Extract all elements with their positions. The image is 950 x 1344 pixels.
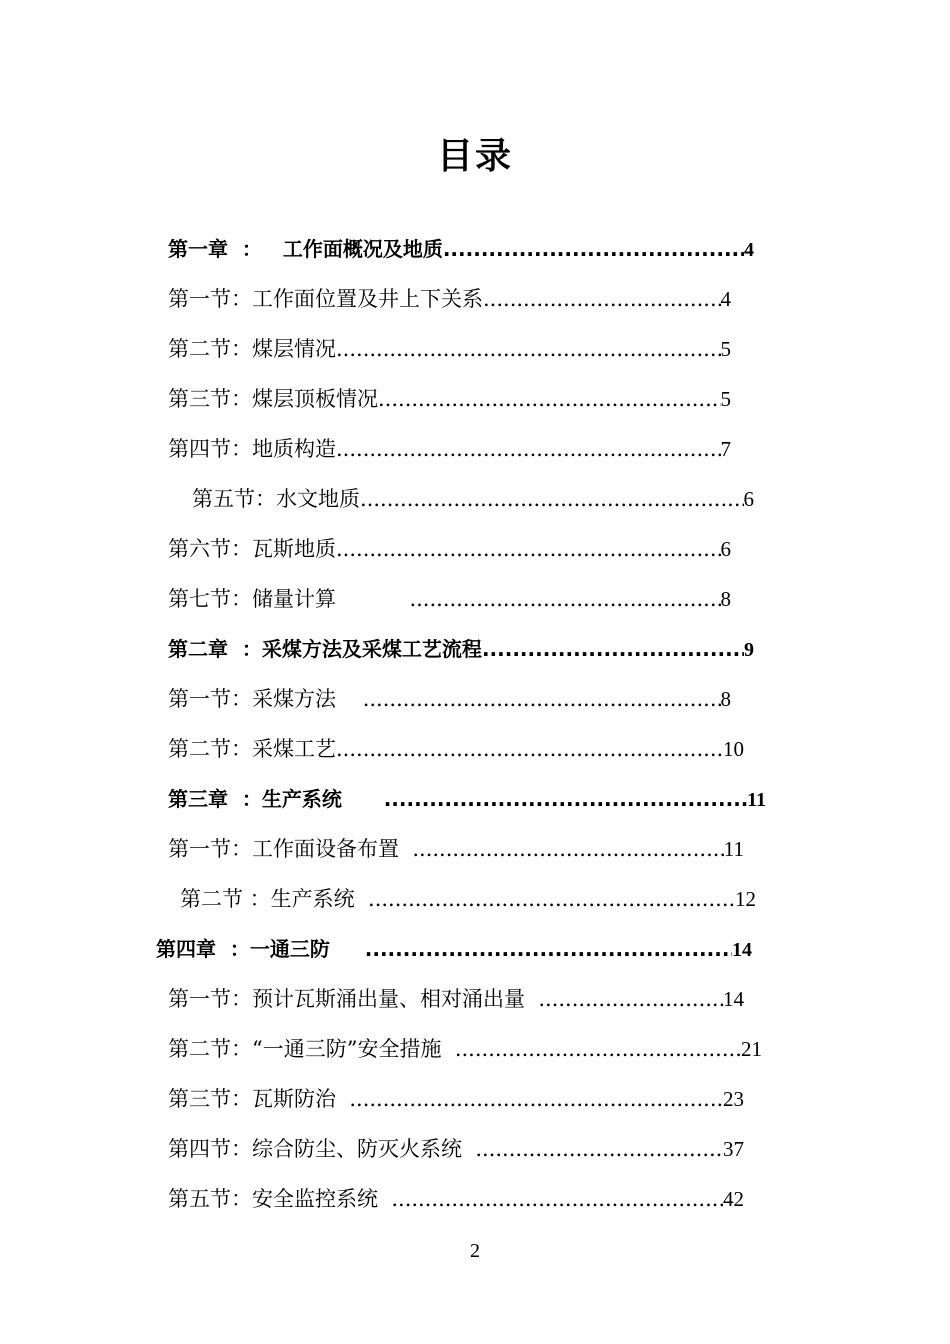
toc-entry-section <box>168 334 731 364</box>
toc-entry-label: 第五节：水文地质 <box>192 487 360 511</box>
toc-entry-label: 第二节：采煤工艺 <box>168 737 336 761</box>
toc-entry-page: 7 <box>720 437 731 461</box>
toc-entry-label: 第一章 ： 工作面概况及地质 <box>168 237 443 261</box>
toc-leader-dots <box>384 784 747 814</box>
toc-entry-label: 第三章 ：生产系统 <box>168 787 384 811</box>
toc-entry-page: 14 <box>732 939 752 961</box>
toc-entry-page: 5 <box>720 387 731 411</box>
toc-entry-chapter-3 <box>168 784 766 814</box>
toc-entry-page: 23 <box>723 1087 744 1111</box>
toc-entry-page: 12 <box>735 887 756 911</box>
toc-leader-dots <box>363 684 721 714</box>
toc-entry-page: 42 <box>723 1187 744 1211</box>
toc-entry-page: 11 <box>723 837 744 861</box>
toc-entry-page: 4 <box>720 287 731 311</box>
toc-title: 目录 <box>436 136 513 177</box>
toc-leader-dots <box>360 484 744 514</box>
toc-entry-page: 6 <box>743 487 754 511</box>
toc-leader-dots <box>443 234 744 264</box>
toc-entry-page: 4 <box>744 239 754 261</box>
toc-entry-section <box>168 584 731 614</box>
toc-entry-chapter-2 <box>168 634 754 664</box>
toc-leader-dots <box>455 1034 741 1064</box>
toc-leader-dots <box>368 884 735 914</box>
toc-entry-chapter-1 <box>168 234 754 264</box>
toc-entry-section <box>168 384 731 414</box>
toc-leader-dots <box>336 334 721 364</box>
toc-entry-section <box>168 1184 744 1214</box>
toc-leader-dots <box>336 534 721 564</box>
toc-entry-page: 10 <box>723 737 744 761</box>
toc-leader-dots <box>475 1134 723 1164</box>
toc-leader-dots <box>538 984 723 1014</box>
toc-entry-section <box>168 734 744 764</box>
toc-entry-page: 8 <box>720 587 731 611</box>
toc-leader-dots <box>336 734 723 764</box>
toc-entry-page: 8 <box>720 687 731 711</box>
toc-leader-dots <box>409 584 720 614</box>
page-number: 2 <box>470 1240 480 1262</box>
toc-entry-chapter-4 <box>156 934 752 964</box>
toc-leader-dots <box>365 934 732 964</box>
toc-entry-page: 6 <box>720 537 731 561</box>
toc-entry-label: 第七节：储量计算 <box>168 587 410 611</box>
toc-entry-label: 第一节：工作面设备布置 <box>168 837 413 861</box>
toc-leader-dots <box>378 384 721 414</box>
toc-entry-page: 9 <box>744 639 754 661</box>
toc-entry-section <box>168 834 744 864</box>
toc-entry-label: 第二章 ：采煤方法及采煤工艺流程 <box>168 637 482 661</box>
toc-leader-dots <box>349 1084 723 1114</box>
toc-entry-section <box>168 1084 744 1114</box>
toc-entry-label: 第五节：安全监控系统 <box>168 1187 392 1211</box>
toc-leader-dots <box>391 1184 723 1214</box>
toc-entry-label: 第一节：采煤方法 <box>168 687 363 711</box>
toc-entry-page: 11 <box>747 789 766 811</box>
toc-entry-label: 第四节：综合防尘、防灭火系统 <box>168 1137 476 1161</box>
toc-entry-section <box>168 1134 744 1164</box>
toc-leader-dots <box>483 284 721 314</box>
toc-entry-label: 第一节：预计瓦斯涌出量、相对涌出量 <box>168 987 539 1011</box>
toc-entry-section <box>168 684 731 714</box>
toc-leader-dots <box>336 434 721 464</box>
toc-entry-label: 第三节：瓦斯防治 <box>168 1087 350 1111</box>
toc-leader-dots <box>412 834 723 864</box>
toc-entry-section <box>180 884 756 914</box>
toc-entry-page: 14 <box>723 987 744 1011</box>
toc-entry-section <box>168 534 731 564</box>
toc-entry-label: 第一节：工作面位置及井上下关系 <box>168 287 483 311</box>
toc-entry-section <box>168 1034 762 1064</box>
toc-entry-section <box>192 484 754 514</box>
toc-entry-label: 第四节：地质构造 <box>168 437 336 461</box>
toc-entry-section <box>168 284 731 314</box>
toc-entry-label: 第二节：煤层情况 <box>168 337 336 361</box>
toc-entry-label: 第三节：煤层顶板情况 <box>168 387 378 411</box>
toc-entry-page: 5 <box>720 337 731 361</box>
toc-entry-section <box>168 434 731 464</box>
toc-entry-label: 第二节 ：生产系统 <box>180 887 369 911</box>
toc-entry-section <box>168 984 744 1014</box>
toc-entry-page: 21 <box>741 1037 762 1061</box>
toc-entry-label: 第四章 ：一通三防 <box>156 937 365 961</box>
toc-entry-label: 第二节：“一通三防”安全措施 <box>168 1037 455 1061</box>
toc-leader-dots <box>482 634 744 664</box>
toc-entry-page: 37 <box>723 1137 744 1161</box>
toc-entry-label: 第六节：瓦斯地质 <box>168 537 336 561</box>
